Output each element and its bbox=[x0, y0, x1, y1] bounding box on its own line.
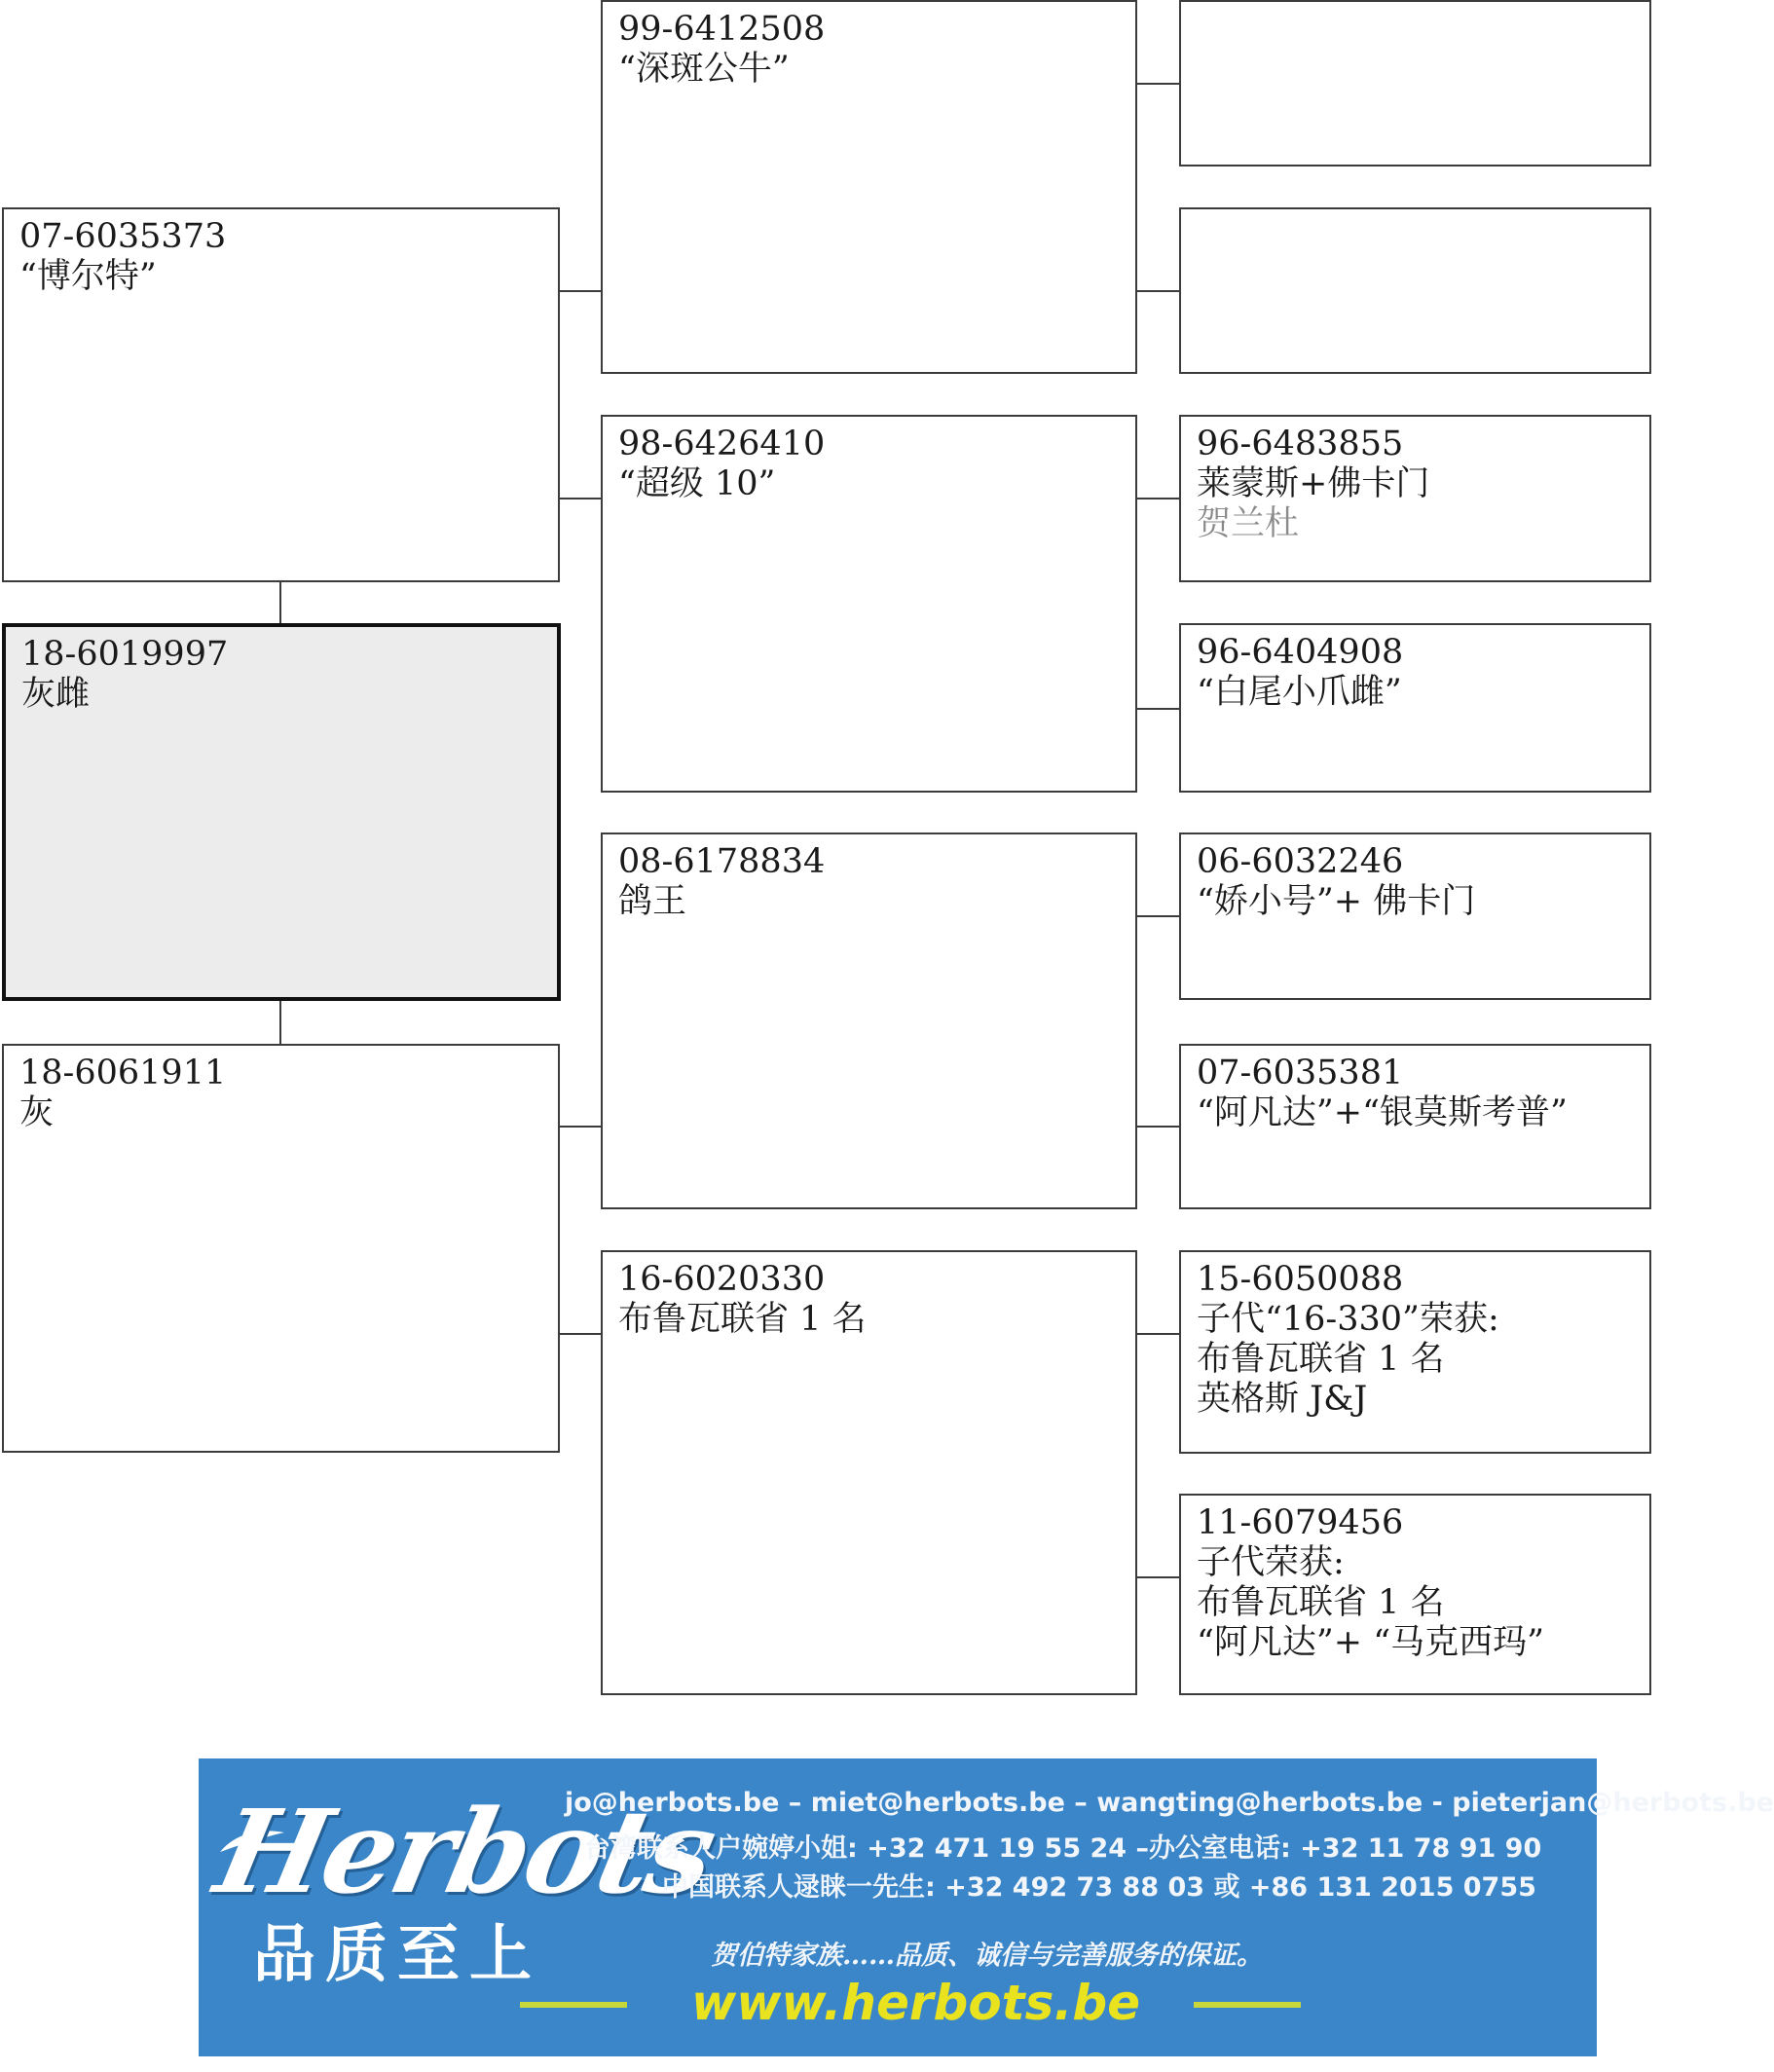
pedigree-card-subject bbox=[2, 623, 561, 1001]
pedigree-card-ds-sire bbox=[1179, 832, 1651, 1000]
ring-number: 16-6020330 bbox=[618, 1260, 826, 1299]
connector-line bbox=[1137, 1126, 1179, 1128]
pedigree-card-ss-dam bbox=[1179, 207, 1651, 374]
pedigree-card-sd-dam bbox=[1179, 623, 1651, 793]
card-text-line: “深斑公牛” bbox=[618, 50, 790, 89]
card-text-line: 英格斯 J&J bbox=[1197, 1380, 1368, 1419]
ring-number: 06-6032246 bbox=[1197, 842, 1404, 881]
pedigree-card-sire bbox=[2, 207, 560, 582]
card-text-line: “博尔特” bbox=[19, 257, 157, 296]
ring-number: 07-6035381 bbox=[1197, 1054, 1404, 1092]
ring-number: 96-6404908 bbox=[1197, 633, 1404, 672]
card-text-line: 布鲁瓦联省 1 名 bbox=[1197, 1340, 1445, 1379]
connector-line bbox=[560, 290, 601, 292]
ring-number: 96-6483855 bbox=[1197, 425, 1404, 463]
decorative-rule bbox=[520, 2002, 627, 2008]
pedigree-card-dam-dam bbox=[601, 1250, 1137, 1695]
ring-number: 15-6050088 bbox=[1197, 1260, 1404, 1299]
card-text-line: 鸽王 bbox=[618, 882, 687, 921]
connector-line bbox=[1137, 1576, 1179, 1578]
connector-line bbox=[1137, 83, 1179, 85]
herbots-logo: Herbots bbox=[205, 1784, 724, 1919]
card-text-line: “白尾小爪雌” bbox=[1197, 673, 1402, 712]
ring-number: 08-6178834 bbox=[618, 842, 826, 881]
connector-line bbox=[560, 1333, 601, 1335]
banner-tagline: 贺伯特家族……品质、诚信与完善服务的保证。 bbox=[711, 1941, 1263, 1971]
ring-number: 18-6061911 bbox=[19, 1054, 227, 1092]
card-text-line: “超级 10” bbox=[618, 464, 776, 503]
connector-line bbox=[1137, 498, 1179, 500]
pedigree-card-dam bbox=[2, 1044, 560, 1453]
connector-line bbox=[279, 1001, 281, 1044]
china-contact: 中国联系人逯睐一先生: +32 492 73 88 03 或 +86 131 2015 0755 bbox=[662, 1872, 1536, 1903]
ring-number: 99-6412508 bbox=[618, 10, 826, 49]
ring-number: 18-6019997 bbox=[21, 635, 229, 674]
ring-number: 11-6079456 bbox=[1197, 1503, 1404, 1542]
pedigree-card-ss-sire bbox=[1179, 0, 1651, 166]
card-text-line: 布鲁瓦联省 1 名 bbox=[1197, 1583, 1445, 1622]
pedigree-card-sire-sire bbox=[601, 0, 1137, 374]
connector-line bbox=[560, 1126, 601, 1128]
ring-number: 98-6426410 bbox=[618, 425, 826, 463]
pedigree-card-ds-dam bbox=[1179, 1044, 1651, 1209]
card-text-line: 灰雌 bbox=[21, 675, 91, 714]
connector-line bbox=[1137, 915, 1179, 917]
herbots-banner bbox=[199, 1758, 1774, 2056]
decorative-rule bbox=[1194, 2002, 1301, 2008]
pedigree-card-sire-dam bbox=[601, 415, 1137, 793]
connector-line bbox=[1137, 290, 1179, 292]
taiwan-contact: 台湾联系人户婉婷小姐: +32 471 19 55 24 –办公室电话: +32 11 78 91 90 bbox=[584, 1833, 1542, 1864]
connector-line bbox=[1137, 1333, 1179, 1335]
pedigree-card-dd-dam bbox=[1179, 1494, 1651, 1695]
card-text-line: 子代“16-330”荣获: bbox=[1197, 1300, 1499, 1339]
connector-line bbox=[560, 498, 601, 500]
banner-slogan: 品质至上 bbox=[253, 1918, 541, 1991]
card-text-line: 布鲁瓦联省 1 名 bbox=[618, 1300, 867, 1339]
ring-number: 07-6035373 bbox=[19, 217, 227, 256]
card-note: 贺兰杜 bbox=[1197, 504, 1300, 543]
pedigree-card-sd-sire bbox=[1179, 415, 1651, 582]
card-text-line: “阿凡达”+“银莫斯考普” bbox=[1197, 1093, 1568, 1132]
card-text-line: “娇小号”+ 佛卡门 bbox=[1197, 882, 1476, 921]
card-text-line: 灰 bbox=[19, 1093, 55, 1132]
card-text-line: 子代荣获: bbox=[1197, 1543, 1345, 1582]
pedigree-card-dd-sire bbox=[1179, 1250, 1651, 1454]
card-text-line: 莱蒙斯+佛卡门 bbox=[1197, 464, 1430, 503]
pedigree-card-dam-sire bbox=[601, 832, 1137, 1209]
contact-emails: jo@herbots.be – miet@herbots.be – wangting@herbots.be - pieterjan@herbots.be bbox=[565, 1788, 1774, 1818]
website-link[interactable]: www.herbots.be bbox=[691, 1975, 1141, 2031]
connector-line bbox=[279, 582, 281, 623]
connector-line bbox=[1137, 708, 1179, 710]
card-text-line: “阿凡达”+ “马克西玛” bbox=[1197, 1623, 1545, 1662]
